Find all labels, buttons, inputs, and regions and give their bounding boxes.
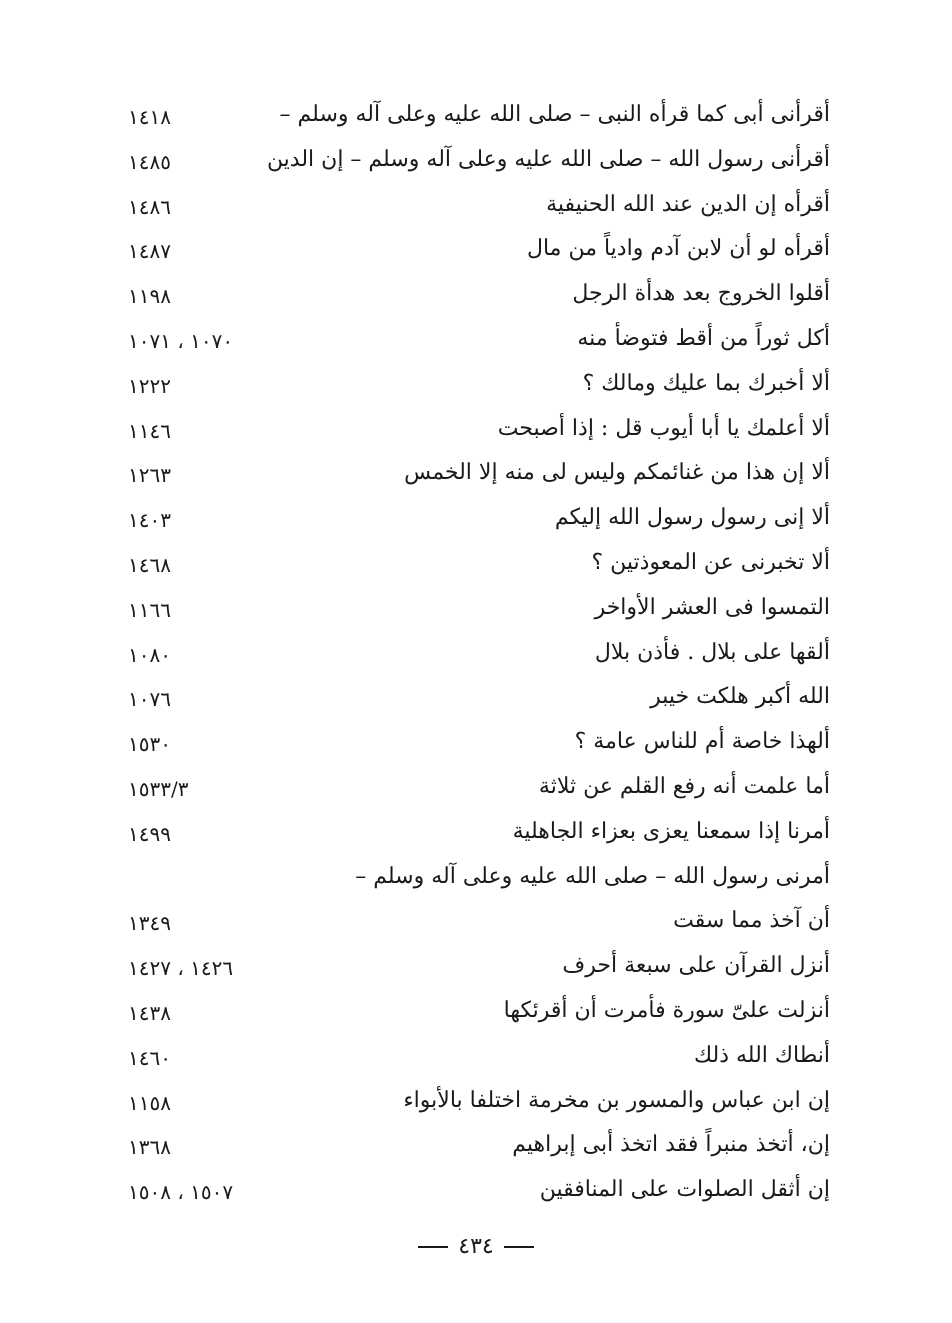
index-entry-text: أقرأه إن الدين عند الله الحنيفية (546, 191, 830, 217)
page-number-dash-right (504, 1246, 534, 1248)
index-entry-text: أقرأه لو أن لابن آدم وادياً من مال (526, 236, 830, 262)
index-entry (118, 634, 830, 679)
index-entry-text: أقرأنى رسول الله – صلى الله عليه وعلى آله وسلم – إن الدين (266, 146, 830, 172)
index-entry-reference: ١١٥٨ (128, 1090, 171, 1115)
index-entry-text: أنزل القرآن على سبعة أحرف (562, 953, 830, 979)
index-entry-reference: ١١٩٨ (128, 284, 171, 309)
index-entry (118, 858, 830, 903)
index-entry-reference: ١٤١٨ (128, 105, 171, 129)
index-entry (118, 141, 830, 186)
page-number (0, 1232, 952, 1262)
index-entry-reference: ١٤٣٨ (128, 1000, 171, 1025)
index-entry (118, 410, 830, 455)
index-entry (118, 1171, 830, 1216)
index-entry-reference: ١٠٨٠ (128, 642, 171, 667)
index-entry-text: ألا أعلمك يا أبا أيوب قل : إذا أصبحت (497, 415, 830, 441)
index-entry (118, 454, 830, 499)
index-entry (118, 947, 830, 992)
index-entry-reference: ١٤٦٨ (128, 552, 171, 577)
index-entry (118, 768, 830, 813)
index-entry-reference: ١٥٠٧ ، ١٥٠٨ (128, 1180, 234, 1205)
index-entry (118, 96, 830, 141)
index-entry-reference: ١١٦٦ (128, 597, 171, 622)
index-entry-reference: ١٤٠٣ (128, 508, 171, 533)
index-entry-text: أما علمت أنه رفع القلم عن ثلاثة (538, 773, 830, 799)
index-entry (118, 589, 830, 634)
index-entry-reference: ١٤٩٩ (128, 821, 171, 846)
index-entry (118, 678, 830, 723)
hadith-index-list (118, 96, 830, 1216)
index-entry (118, 544, 830, 589)
index-entry (118, 992, 830, 1037)
index-entry-text: الله أكبر هلكت خيبر (650, 684, 830, 710)
index-entry (118, 320, 830, 365)
index-entry-text: أقرأنى أبى كما قرأه النبى – صلى الله عليه وعلى آله وسلم – (279, 102, 830, 127)
index-entry-text: ألا إن هذا من غنائمكم وليس لى منه إلا الخمس (404, 460, 830, 486)
index-entry-text: إن، أتخذ منبراً فقد اتخذ أبى إبراهيم (512, 1132, 830, 1158)
index-entry (118, 902, 830, 947)
index-entry-reference: ١١٤٦ (128, 418, 171, 443)
index-entry-text: التمسوا فى العشر الأواخر (594, 594, 830, 620)
index-entry-reference: ١٢٦٣ (128, 463, 171, 488)
index-entry (118, 365, 830, 410)
index-entry-text: ألا تخبرنى عن المعوذتين ؟ (591, 549, 830, 575)
index-entry-text: ألا أخبرك بما عليك ومالك ؟ (582, 370, 830, 396)
index-entry-text: أنطاك الله ذلك (693, 1042, 830, 1068)
index-entry-reference: ١٤٨٥ (128, 149, 171, 174)
index-entry-reference: ١٠٧٠ ، ١٠٧١ (128, 328, 234, 353)
index-entry-text: أنزلت علىّ سورة فأمرت أن أقرئكها (503, 997, 830, 1023)
index-entry-reference: ١٣٦٨ (128, 1135, 171, 1160)
index-entry-reference: ١٥٣٠ (128, 732, 171, 757)
index-entry (118, 275, 830, 320)
index-entry-reference: ١٠٧٦ (128, 687, 171, 712)
index-entry-reference: ١٢٢٢ (128, 373, 171, 398)
index-entry-text: أمرنى رسول الله – صلى الله عليه وعلى آله وسلم – (355, 863, 830, 889)
page-number-dash-left (418, 1246, 448, 1248)
index-entry-reference: ١٣٤٩ (128, 911, 171, 936)
index-entry-text: إن ابن عباس والمسور بن مخرمة اختلفا بالأبواء (403, 1087, 830, 1113)
index-entry-text: أن آخذ مما سقت (673, 908, 830, 934)
index-entry-text: إن أثقل الصلوات على المنافقين (539, 1177, 830, 1203)
index-entry-text: أقلوا الخروج بعد هدأة الرجل (572, 281, 830, 307)
index-entry-reference: ١٤٨٧ (128, 239, 171, 264)
index-entry-reference: ١٤٦٠ (128, 1045, 171, 1070)
index-entry-text: ألا إنى رسول رسول الله إليكم (554, 505, 830, 531)
index-entry (118, 723, 830, 768)
index-entry (118, 1126, 830, 1171)
index-entry (118, 1037, 830, 1082)
index-entry (118, 499, 830, 544)
index-entry-reference: ١٤٢٦ ، ١٤٢٧ (128, 956, 234, 981)
index-entry-reference: ١٥٣٣/٣ (128, 776, 189, 801)
index-entry (118, 186, 830, 231)
index-entry (118, 230, 830, 275)
index-entry (118, 1082, 830, 1127)
index-entry-text: أمرنا إذا سمعنا يعزى بعزاء الجاهلية (512, 818, 830, 844)
index-entry-text: أكل ثوراً من أقط فتوضأ منه (577, 325, 830, 351)
page-number-value: ٤٣٤ (458, 1234, 494, 1259)
index-entry-text: ألقها على بلال . فأذن بلال (594, 639, 830, 665)
index-entry (118, 813, 830, 858)
index-entry-text: ألهذا خاصة أم للناس عامة ؟ (574, 729, 830, 755)
index-entry-reference: ١٤٨٦ (128, 194, 171, 219)
